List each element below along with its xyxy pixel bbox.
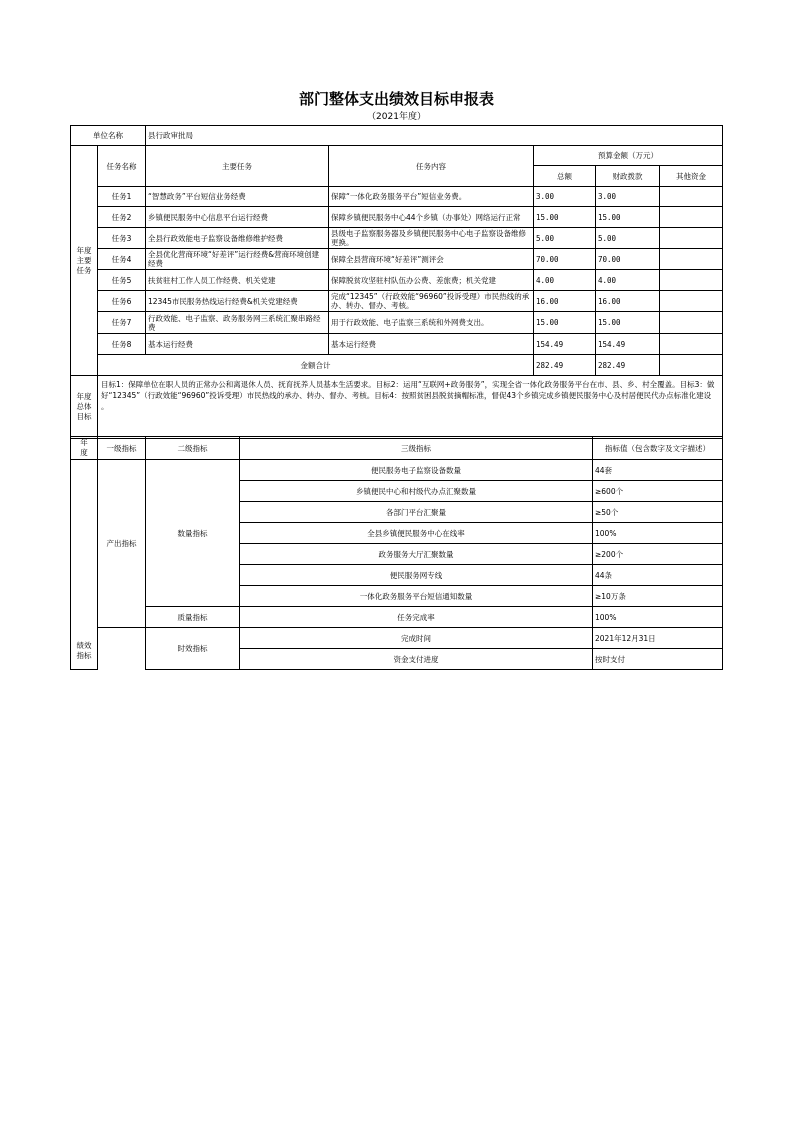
perf-group-quality: 质量指标 <box>146 607 240 628</box>
task-other <box>660 207 723 228</box>
task-content: 基本运行经费 <box>329 334 534 355</box>
task-fiscal: 15.00 <box>596 207 660 228</box>
task-total: 70.00 <box>534 249 596 270</box>
indicator-value: 100% <box>593 607 723 628</box>
indicator-name: 全县乡镇便民服务中心在线率 <box>240 523 593 544</box>
indicator-value: 按时支付 <box>593 649 723 670</box>
task-main: 12345市民服务热线运行经费&机关党建经费 <box>146 291 329 312</box>
task-total: 15.00 <box>534 312 596 334</box>
indicator-value: ≥10万条 <box>593 586 723 607</box>
task-section-text: 年度 主要 任务 <box>76 245 92 275</box>
task-name: 任务7 <box>98 312 146 334</box>
task-other <box>660 291 723 312</box>
sum-fiscal: 282.49 <box>596 355 660 376</box>
task-name: 任务2 <box>98 207 146 228</box>
goal-label-text: 年度 总体 目标 <box>76 392 92 421</box>
task-total: 16.00 <box>534 291 596 312</box>
task-budget-table <box>70 125 723 439</box>
task-total: 5.00 <box>534 228 596 249</box>
task-fiscal: 154.49 <box>596 334 660 355</box>
header-task-content: 任务内容 <box>329 146 534 187</box>
task-name: 任务4 <box>98 249 146 270</box>
perf-header-year <box>71 437 98 460</box>
perf-section-text: 绩效 指标 <box>76 641 92 660</box>
task-content: 完成“12345”（行政效能“96960”投诉受理）市民热线的承办、转办、督办、考核。 <box>329 291 534 312</box>
sum-other <box>660 355 723 376</box>
task-other <box>660 312 723 334</box>
perf-header-value: 指标值（包含数字及文字描述） <box>593 437 723 460</box>
header-task-name: 任务名称 <box>98 146 146 187</box>
task-main: 基本运行经费 <box>146 334 329 355</box>
indicator-name: 各部门平台汇聚量 <box>240 502 593 523</box>
task-main: “智慧政务”平台短信业务经费 <box>146 187 329 207</box>
sum-row <box>71 355 723 376</box>
task-row <box>71 270 723 291</box>
task-content: 保障脱贫攻坚驻村队伍办公费、差旅费；机关党建 <box>329 270 534 291</box>
perf-level1-output: 产出指标 <box>98 460 146 628</box>
perf-group-quantity: 数量指标 <box>146 460 240 607</box>
task-content: 用于行政效能、电子监察三系统和外网费支出。 <box>329 312 534 334</box>
unit-value: 县行政审批局 <box>146 126 723 146</box>
task-main: 扶贫驻村工作人员工作经费、机关党建 <box>146 270 329 291</box>
indicator-name: 完成时间 <box>240 628 593 649</box>
task-content: 保障“一体化政务服务平台”短信业务费。 <box>329 187 534 207</box>
indicator-name: 资金支付进度 <box>240 649 593 670</box>
performance-table <box>70 436 723 670</box>
task-section-label <box>71 146 98 376</box>
indicator-value: ≥50个 <box>593 502 723 523</box>
task-name: 任务8 <box>98 334 146 355</box>
task-fiscal: 5.00 <box>596 228 660 249</box>
sum-label: 金额合计 <box>98 355 534 376</box>
task-name: 任务6 <box>98 291 146 312</box>
task-row <box>71 187 723 207</box>
unit-label: 单位名称 <box>71 126 146 146</box>
task-other <box>660 334 723 355</box>
indicator-name: 乡镇便民中心和村级代办点汇聚数量 <box>240 481 593 502</box>
task-name: 任务1 <box>98 187 146 207</box>
header-fiscal: 财政拨款 <box>596 166 660 187</box>
task-fiscal: 4.00 <box>596 270 660 291</box>
indicator-value: ≥600个 <box>593 481 723 502</box>
task-other <box>660 270 723 291</box>
goal-label <box>71 376 98 439</box>
task-content: 保障乡镇便民服务中心44个乡镇（办事处）网络运行正常 <box>329 207 534 228</box>
perf-section-label <box>71 460 98 670</box>
indicator-value: ≥200个 <box>593 544 723 565</box>
indicator-value: 44套 <box>593 460 723 481</box>
indicator-name: 一体化政务服务平台短信通知数量 <box>240 586 593 607</box>
task-fiscal: 16.00 <box>596 291 660 312</box>
task-total: 4.00 <box>534 270 596 291</box>
task-fiscal: 15.00 <box>596 312 660 334</box>
indicator-value: 2021年12月31日 <box>593 628 723 649</box>
task-main: 行政效能、电子监察、政务服务网三系统汇聚串路经费 <box>146 312 329 334</box>
task-other <box>660 249 723 270</box>
task-name: 任务5 <box>98 270 146 291</box>
header-other: 其他资金 <box>660 166 723 187</box>
sum-total: 282.49 <box>534 355 596 376</box>
page-subtitle: （2021年度） <box>367 112 426 122</box>
header-main-task: 主要任务 <box>146 146 329 187</box>
task-name: 任务3 <box>98 228 146 249</box>
task-row <box>71 228 723 249</box>
perf-header-level1: 一级指标 <box>98 437 146 460</box>
task-total: 3.00 <box>534 187 596 207</box>
task-row <box>71 207 723 228</box>
task-other <box>660 228 723 249</box>
page-title: 部门整体支出绩效目标申报表 <box>298 90 494 108</box>
task-row <box>71 312 723 334</box>
task-total: 154.49 <box>534 334 596 355</box>
header-budget: 预算金额（万元） <box>534 146 723 166</box>
task-row <box>71 291 723 312</box>
indicator-name: 便民服务电子监察设备数量 <box>240 460 593 481</box>
task-total: 15.00 <box>534 207 596 228</box>
task-fiscal: 3.00 <box>596 187 660 207</box>
task-main: 乡镇便民服务中心信息平台运行经费 <box>146 207 329 228</box>
perf-header-year-text: 年 度 <box>80 438 88 457</box>
indicator-name: 任务完成率 <box>240 607 593 628</box>
perf-header-level3: 三级指标 <box>240 437 593 460</box>
indicator-name: 便民服务网专线 <box>240 565 593 586</box>
goal-text: 目标1：保障单位在职人员的正常办公和离退休人员、抚育抚养人员基本生活要求。目标2：运用“互联网+政务服务”，实现全省一体化政务服务平台在市、县、乡、村全覆盖。目标3：做好“12345”（行政效能“96960”投诉受理）市民热线的承办、转办、督办、考核。目标4：按照贫困县脱贫摘帽标准，督促43个乡镇完成乡镇便民服务中心及村居便民代办点标准化建设 。 <box>98 376 723 439</box>
perf-header-level2: 二级指标 <box>146 437 240 460</box>
indicator-value: 100% <box>593 523 723 544</box>
task-content: 县级电子监察服务器及乡镇便民服务中心电子监察设备维修更换。 <box>329 228 534 249</box>
indicator-value: 44条 <box>593 565 723 586</box>
task-other <box>660 187 723 207</box>
goal-row <box>71 376 723 439</box>
task-main: 全县行政效能电子监察设备维修维护经费 <box>146 228 329 249</box>
header-total: 总额 <box>534 166 596 187</box>
indicator-name: 政务服务大厅汇聚数量 <box>240 544 593 565</box>
task-row <box>71 334 723 355</box>
perf-level1-continued <box>98 628 146 670</box>
perf-group-timeliness: 时效指标 <box>146 628 240 670</box>
task-main: 全县优化营商环境“好差评”运行经费&营商环境创建经费 <box>146 249 329 270</box>
task-content: 保障全县营商环境“好差评”测评会 <box>329 249 534 270</box>
task-fiscal: 70.00 <box>596 249 660 270</box>
task-row <box>71 249 723 270</box>
